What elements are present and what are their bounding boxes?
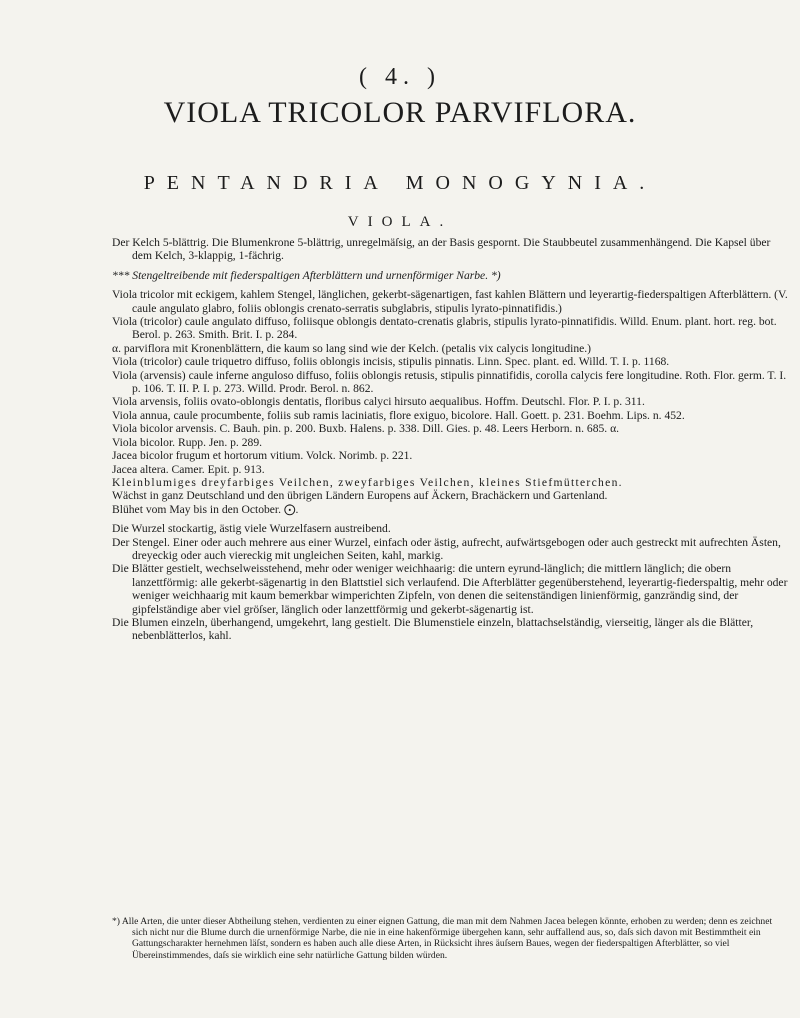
- class-heading: PENTANDRIA MONOGYNIA.: [143, 172, 657, 194]
- common-names: Kleinblumiges dreyfarbiges Veilchen, zweyfarbiges Veilchen, kleines Stiefmütterchen.: [112, 475, 623, 489]
- flowering-text: Blühet vom May bis in den October. ⨀.: [112, 502, 299, 516]
- main-text: [112, 236, 788, 643]
- synonym-entry: Viola arvensis, foliis ovato-oblongis dentatis, floribus calyci hirsuto aequalibus. Hoffm. Deutschl. Flor. P. I. p. 311.: [112, 395, 645, 409]
- habitat-text: Wächst in ganz Deutschland und den übrigen Ländern Europens auf Äckern, Brachäckern und Gartenland.: [112, 489, 608, 503]
- description-flowers: Die Blumen einzeln, überhangend, umgekehrt, lang gestielt. Die Blumenstiele einzeln, blattachselständig, vierseitig, länger als die Blätter, nebenblätterlos, kahl.: [112, 615, 754, 643]
- genus-heading: VIOLA.: [347, 214, 453, 230]
- page-number: ( 4. ): [359, 64, 441, 90]
- synonym-entry: Jacea altera. Camer. Epit. p. 913.: [112, 462, 265, 476]
- footnote-text: *) Alle Arten, die unter dieser Abtheilung stehen, verdienten zu einer eignen Gattung, die man mit dem Nahmen Jacea belegen könnte, erhoben zu werden; denn es zeichnet sich nicht nur die Blume durch die urnenförmige Narbe, die nie in eine hakenförmige übergehen kann, sehr auffallend aus, so, daſs sich davon mit Bestimmtheit ein Gattungscharakter hernehmen läſst, sondern es haben auch alle diese Arten, in Rücksicht ihres äuſsern Baues, wegen der fiederspaltigen Afterblätter, so viel Übereinstimmendes, daſs sie wirklich eine sehr natürliche Gattung bilden würden.: [112, 915, 773, 961]
- synonym-entry: Jacea bicolor frugum et hortorum vitium. Volck. Norimb. p. 221.: [112, 449, 413, 463]
- synonym-entry: Viola (tricolor) caule triquetro diffuso, foliis oblongis incisis, stipulis pinnatis. Linn. Spec. plant. ed. Willd. T. I. p. 1168.: [112, 355, 670, 369]
- genus-description: Der Kelch 5-blättrig. Die Blumenkrone 5-blättrig, unregelmäſsig, an der Basis gespornt. Die Staubbeutel zusammenhängend. Die Kapsel über dem Kelch, 3-klappig, 1-fächrig.: [112, 236, 771, 263]
- synonym-entry: α. parviflora mit Kronenblättern, die kaum so lang sind wie der Kelch. (petalis vix calycis longitudine.): [112, 341, 592, 355]
- synonym-entry: Viola (tricolor) caule angulato diffuso, foliisque oblongis dentato-crenatis glabris, stipulis lyrato-pinnatifidis. Willd. Enum. plant. hort. reg. bot. Berol. p. 263. Smith. Brit. I. p. 284.: [112, 315, 777, 342]
- synonym-entry: Viola tricolor mit eckigem, kahlem Stengel, länglichen, gekerbt-sägenartigen, fast kahlen Blättern und leyerartig-fiederspaltigen Afterblättern. (V. caule angulato glabro, foliis oblongis crenato-serratis subglabris, stipulis lyrato-pinnatifidis.): [112, 288, 788, 315]
- page-title: VIOLA TRICOLOR PARVIFLORA.: [163, 96, 637, 129]
- description-leaves: Die Blätter gestielt, wechselweisstehend, mehr oder weniger weichhaarig: die untern eyrund-länglich; die mittlern länglich; die obern lanzettförmig: alle gekerbt-sägenartig in den Blattstiel sich verlaufend. Die Afterblätter gegenüberstehend, leyerartig-fiederspaltig, mehr oder weniger weichhaarig mit kaum bemerkbar wimperichten Zipfeln, von denen die seitenständigen linienförmig, ganzrändig sind, der gipfelständige aber viel gröſser, länglich oder lanzettförmig und gekerbt-sägenartig ist.: [112, 562, 788, 616]
- footnote: [112, 906, 788, 971]
- synonym-entry: Viola annua, caule procumbente, foliis sub ramis laciniatis, flore exiguo, bicolore. Hall. Goett. p. 231. Boehm. Lips. n. 452.: [112, 408, 685, 422]
- synonym-entry: Viola (arvensis) caule inferne anguloso diffuso, foliis oblongis retusis, stipulis pinnatifidis, corolla calycis fere longitudine. Roth. Flor. germ. T. I. p. 106. T. II. P. I. p. 273. Willd. Prodr. Berol. n. 862.: [112, 368, 787, 396]
- section-heading: *** Stengeltreibende mit fiederspaltigen Afterblättern und urnenförmiger Narbe. *): [112, 268, 501, 282]
- description-root: Die Wurzel stockartig, ästig viele Wurzelfasern austreibend.: [112, 522, 391, 536]
- synonym-entry: Viola bicolor arvensis. C. Bauh. pin. p. 200. Buxb. Halens. p. 338. Dill. Gies. p. 48. Leers Herborn. n. 685. α.: [112, 422, 620, 436]
- synonym-entry: Viola bicolor. Rupp. Jen. p. 289.: [112, 435, 263, 449]
- description-stem: Der Stengel. Einer oder auch mehrere aus einer Wurzel, einfach oder ästig, aufrecht, aufwärtsgebogen oder auch gestreckt mit aufrechten Ästen, dreyeckig oder auch viereckig mit ungleichen Seiten, kahl, markig.: [112, 535, 781, 562]
